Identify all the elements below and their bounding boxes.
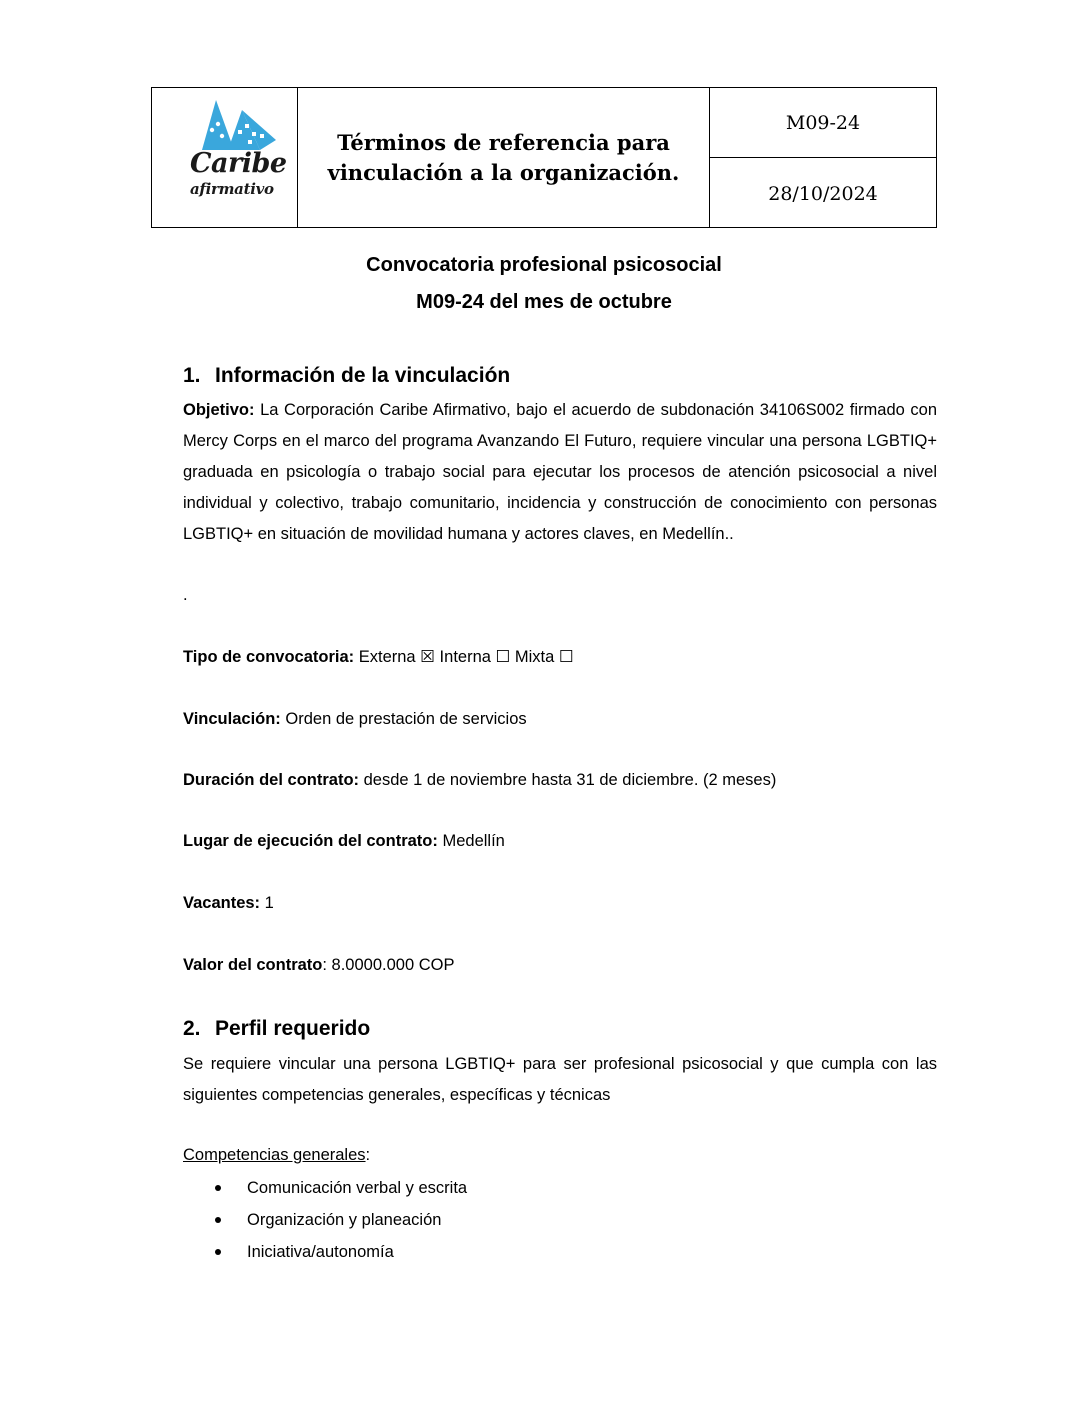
list-item	[183, 1204, 467, 1236]
section-1-title: Información de la vinculación	[215, 364, 511, 387]
field-label: Lugar de ejecución del contrato:	[183, 832, 438, 850]
field-value: : 8.0000.000 COP	[322, 956, 455, 974]
document-header-table	[151, 87, 937, 228]
list-item	[183, 1172, 467, 1204]
list-item-text: Organización y planeación	[247, 1211, 442, 1229]
bullet-icon	[215, 1217, 221, 1223]
caribe-afirmativo-logo-icon	[198, 100, 278, 152]
bullet-icon	[215, 1185, 221, 1191]
competencias-list	[183, 1172, 467, 1268]
field-lugar	[183, 832, 505, 851]
field-value: Orden de prestación de servicios	[285, 710, 527, 728]
field-tipo-convocatoria	[183, 647, 574, 667]
field-value: desde 1 de noviembre hasta 31 de diciembre. (2 meses)	[363, 771, 777, 789]
field-vinculacion	[183, 710, 527, 729]
field-duracion	[183, 771, 776, 790]
competencias-heading	[183, 1146, 370, 1165]
bullet-icon	[215, 1249, 221, 1255]
main-heading-line-1: Convocatoria profesional psicosocial	[366, 254, 722, 276]
list-item	[183, 1236, 467, 1268]
section-1-heading	[183, 364, 510, 388]
objective-paragraph	[183, 395, 937, 550]
field-label: Duración del contrato:	[183, 771, 360, 789]
field-valor	[183, 956, 454, 975]
section-1-number: 1.	[183, 364, 201, 387]
header-title-cell	[298, 88, 710, 227]
section-2-number: 2.	[183, 1017, 201, 1040]
competencias-colon: :	[365, 1146, 371, 1164]
main-heading-line-2: M09-24 del mes de octubre	[416, 291, 672, 313]
field-value: 1	[264, 894, 274, 912]
field-value: Medellín	[442, 832, 505, 850]
objective-label: Objetivo:	[183, 401, 255, 419]
stray-dot: .	[183, 586, 188, 604]
field-label: Vinculación:	[183, 710, 281, 728]
section-2-heading	[183, 1017, 370, 1041]
list-item-text: Comunicación verbal y escrita	[247, 1179, 468, 1197]
field-label: Tipo de convocatoria:	[183, 648, 355, 666]
document-date: 28/10/2024	[768, 182, 878, 205]
field-value: Externa ☒ Interna ☐ Mixta ☐	[358, 648, 574, 666]
logo-cell	[152, 88, 298, 227]
section-2-title: Perfil requerido	[215, 1017, 371, 1040]
field-label: Valor del contrato	[183, 956, 323, 974]
document-title: Términos de referencia para vinculación a la organización.	[327, 129, 680, 185]
objective-text: La Corporación Caribe Afirmativo, bajo el acuerdo de subdonación 34106S002 firmado con Mercy Corps en el marco del programa Avanzando El Futuro, requiere vincular una persona LGBTIQ+ graduada en psicología o trabajo social para ejecutar los procesos de atención psicosocial a nivel individual y colectivo, trabajo comunitario, incidencia y construcción de conocimiento con personas LGBTIQ+ en situación de movilidad humana y actores claves, en Medellín..	[183, 401, 938, 543]
document-code: M09-24	[710, 88, 936, 158]
logo-wordmark: Caribe	[190, 148, 287, 179]
field-vacantes	[183, 894, 274, 913]
logo-subtext: afirmativo	[190, 180, 274, 198]
profile-intro: Se requiere vincular una persona LGBTIQ+ para ser profesional psicosocial y que cumpla con las siguientes competencias generales, específicas y técnicas	[183, 1055, 937, 1104]
field-label: Vacantes:	[183, 894, 261, 912]
list-item-text: Iniciativa/autonomía	[247, 1243, 394, 1261]
competencias-label: Competencias generales	[183, 1146, 366, 1164]
